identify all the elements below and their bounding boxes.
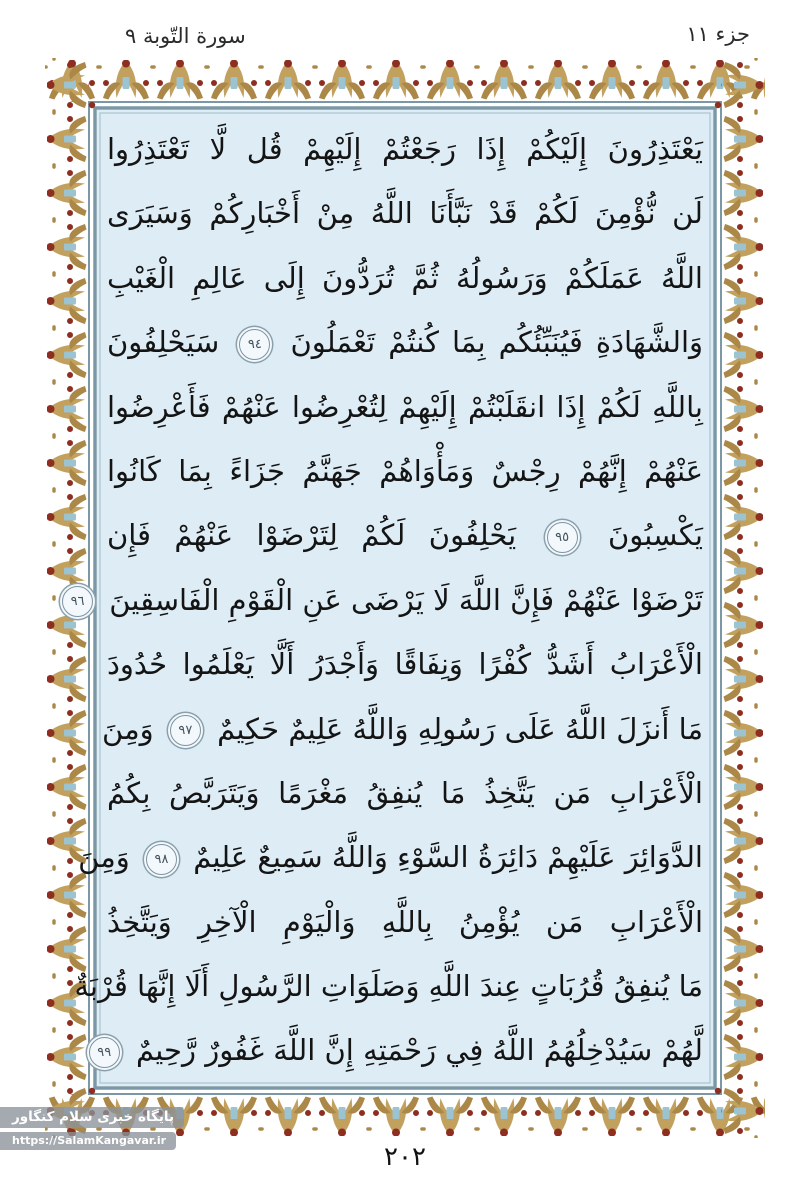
page-number: ٢٠٢ bbox=[384, 1142, 426, 1172]
quran-line bbox=[107, 890, 703, 954]
quran-words: عَنْهُمْ إِنَّهُمْ رِجْسٌ وَمَأْوَاهُمْ جَهَنَّمُ جَزَاءً بِمَا كَانُوا bbox=[107, 453, 703, 488]
surah-title: سورة التّوبة ٩ bbox=[125, 24, 246, 48]
quran-line bbox=[107, 181, 703, 245]
verse-end-medallion: ٩٩ bbox=[89, 1037, 120, 1068]
quran-line bbox=[107, 375, 703, 439]
watermark-url: https://SalamKangavar.ir bbox=[0, 1132, 176, 1150]
quran-line bbox=[107, 761, 703, 825]
verse-end-medallion: ٩٨ bbox=[146, 844, 177, 875]
quran-line bbox=[107, 439, 703, 503]
quran-line bbox=[107, 310, 703, 374]
quran-words: مَا يُنفِقُ قُرُبَاتٍ عِندَ اللَّهِ وَصَلَوَاتِ الرَّسُولِ أَلَا إِنَّهَا قُرْبَةٌ bbox=[74, 969, 703, 1004]
quran-words: سَيَحْلِفُونَ bbox=[107, 325, 220, 360]
quran-words: تَرْضَوْا عَنْهُمْ فَإِنَّ اللَّهَ لَا يَرْضَى عَنِ الْقَوْمِ الْفَاسِقِينَ bbox=[109, 582, 703, 617]
quran-words: الْأَعْرَابُ أَشَدُّ كُفْرًا وَنِفَاقًا وَأَجْدَرُ أَلَّا يَعْلَمُوا حُدُودَ bbox=[107, 647, 703, 682]
quran-line bbox=[107, 246, 703, 310]
quran-words: بِاللَّهِ لَكُمْ إِذَا انقَلَبْتُمْ إِلَيْهِمْ لِتُعْرِضُوا عَنْهُمْ فَأَعْرِضُوا bbox=[107, 389, 703, 424]
quran-words: وَمِنَ bbox=[78, 840, 130, 875]
quran-line bbox=[97, 1018, 703, 1082]
verse-end-medallion: ٩٤ bbox=[239, 329, 270, 360]
quran-words: لَن نُّؤْمِنَ لَكُمْ قَدْ نَبَّأَنَا اللَّهُ مِنْ أَخْبَارِكُمْ وَسَيَرَى bbox=[107, 196, 703, 231]
quran-words: وَالشَّهَادَةِ فَيُنَبِّئُكُم بِمَا كُنتُمْ تَعْمَلُونَ bbox=[290, 325, 704, 360]
quran-words: مَا أَنزَلَ اللَّهُ عَلَى رَسُولِهِ وَاللَّهُ عَلِيمٌ حَكِيمٌ bbox=[217, 711, 703, 746]
quran-line bbox=[74, 954, 703, 1018]
quran-words: يَحْلِفُونَ لَكُمْ لِتَرْضَوْا عَنْهُمْ فَإِن bbox=[107, 518, 517, 553]
quran-words: لَّهُمْ سَيُدْخِلُهُمُ اللَّهُ فِي رَحْمَتِهِ إِنَّ اللَّهَ غَفُورٌ رَّحِيمٌ bbox=[136, 1033, 703, 1068]
quran-line bbox=[107, 503, 703, 567]
quran-words: الْأَعْرَابِ مَن يَتَّخِذُ مَا يُنفِقُ مَغْرَمًا وَيَتَرَبَّصُ بِكُمُ bbox=[107, 775, 703, 810]
verse-end-medallion: ٩٥ bbox=[547, 522, 578, 553]
quran-words: الْأَعْرَابِ مَن يُؤْمِنُ بِاللَّهِ وَالْيَوْمِ الْآخِرِ وَيَتَّخِذُ bbox=[107, 904, 703, 939]
quran-line bbox=[70, 568, 703, 632]
quran-words: الدَّوَائِرَ عَلَيْهِمْ دَائِرَةُ السَّوْءِ وَاللَّهُ سَمِيعٌ عَلِيمٌ bbox=[193, 840, 703, 875]
juz-label: جزء ١١ bbox=[686, 22, 750, 46]
quran-line bbox=[107, 117, 703, 181]
quran-line bbox=[78, 825, 703, 889]
quran-text bbox=[70, 112, 711, 1084]
quran-line bbox=[107, 632, 703, 696]
verse-end-medallion: ٩٧ bbox=[170, 715, 201, 746]
quran-words: وَمِنَ bbox=[102, 711, 154, 746]
quran-words: يَكْسِبُونَ bbox=[608, 518, 703, 553]
quran-words: اللَّهُ عَمَلَكُمْ وَرَسُولُهُ ثُمَّ تُرَدُّونَ إِلَى عَالِمِ الْغَيْبِ bbox=[107, 260, 703, 295]
quran-line bbox=[102, 697, 703, 761]
verse-end-medallion: ٩٦ bbox=[62, 586, 93, 617]
quran-words: يَعْتَذِرُونَ إِلَيْكُمْ إِذَا رَجَعْتُمْ إِلَيْهِمْ قُل لَّا تَعْتَذِرُوا bbox=[107, 132, 703, 166]
watermark-title: پایگاه خبری سلام کنگاور bbox=[0, 1107, 184, 1128]
